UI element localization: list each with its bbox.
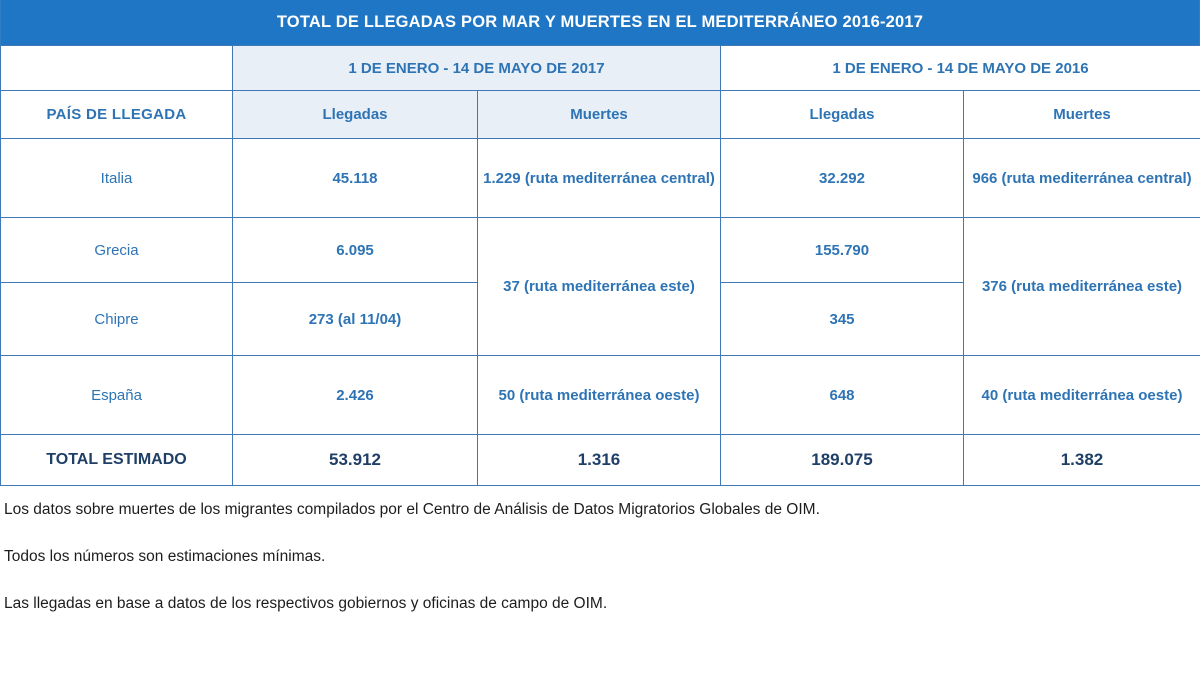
- footnote-3: Las llegadas en base a datos de los respectivos gobiernos y oficinas de campo de OIM.: [4, 594, 608, 612]
- country-chipre: Chipre: [1, 283, 233, 356]
- country-grecia: Grecia: [1, 218, 233, 283]
- header-deaths-2017: Muertes: [478, 91, 721, 139]
- footnotes: [0, 486, 1200, 615]
- italia-arrivals-2017: 45.118: [233, 139, 478, 218]
- header-country: PAÍS DE LLEGADA: [1, 91, 233, 139]
- footnote-2: Todos los números son estimaciones mínimas.: [4, 547, 326, 565]
- italia-deaths-2016: 966 (ruta mediterránea central): [964, 139, 1200, 218]
- column-header-row: [1, 91, 1200, 139]
- table-row: [1, 218, 1200, 283]
- period-header-row: [1, 46, 1200, 91]
- chipre-arrivals-2016: 345: [721, 283, 964, 356]
- grecia-arrivals-2017: 6.095: [233, 218, 478, 283]
- espana-arrivals-2017: 2.426: [233, 356, 478, 435]
- grecia-arrivals-2016: 155.790: [721, 218, 964, 283]
- period-header-2016: 1 DE ENERO - 14 DE MAYO DE 2016: [721, 46, 1200, 91]
- table-total-row: [1, 435, 1200, 486]
- espana-deaths-2016: 40 (ruta mediterránea oeste): [964, 356, 1200, 435]
- italia-deaths-2017: 1.229 (ruta mediterránea central): [478, 139, 721, 218]
- total-arrivals-2017: 53.912: [233, 435, 478, 486]
- page-title: TOTAL DE LLEGADAS POR MAR Y MUERTES EN EL MEDITERRÁNEO 2016-2017: [0, 0, 1200, 45]
- table-row: [1, 356, 1200, 435]
- period-header-2017: 1 DE ENERO - 14 DE MAYO DE 2017: [233, 46, 721, 91]
- arrivals-deaths-table: [0, 45, 1200, 486]
- country-espana: España: [1, 356, 233, 435]
- grecia-chipre-deaths-2016: 376 (ruta mediterránea este): [964, 218, 1200, 356]
- corner-cell: [1, 46, 233, 91]
- total-deaths-2016: 1.382: [964, 435, 1200, 486]
- footnote-1: Los datos sobre muertes de los migrantes compilados por el Centro de Análisis de Datos Migratorios Globales de OIM.: [4, 501, 820, 518]
- grecia-chipre-deaths-2017: 37 (ruta mediterránea este): [478, 218, 721, 356]
- table-row: [1, 139, 1200, 218]
- espana-arrivals-2016: 648: [721, 356, 964, 435]
- italia-arrivals-2016: 32.292: [721, 139, 964, 218]
- header-arrivals-2016: Llegadas: [721, 91, 964, 139]
- total-label: TOTAL ESTIMADO: [1, 435, 233, 486]
- header-deaths-2016: Muertes: [964, 91, 1200, 139]
- chipre-arrivals-2017: 273 (al 11/04): [233, 283, 478, 356]
- total-deaths-2017: 1.316: [478, 435, 721, 486]
- header-arrivals-2017: Llegadas: [233, 91, 478, 139]
- total-arrivals-2016: 189.075: [721, 435, 964, 486]
- country-italia: Italia: [1, 139, 233, 218]
- espana-deaths-2017: 50 (ruta mediterránea oeste): [478, 356, 721, 435]
